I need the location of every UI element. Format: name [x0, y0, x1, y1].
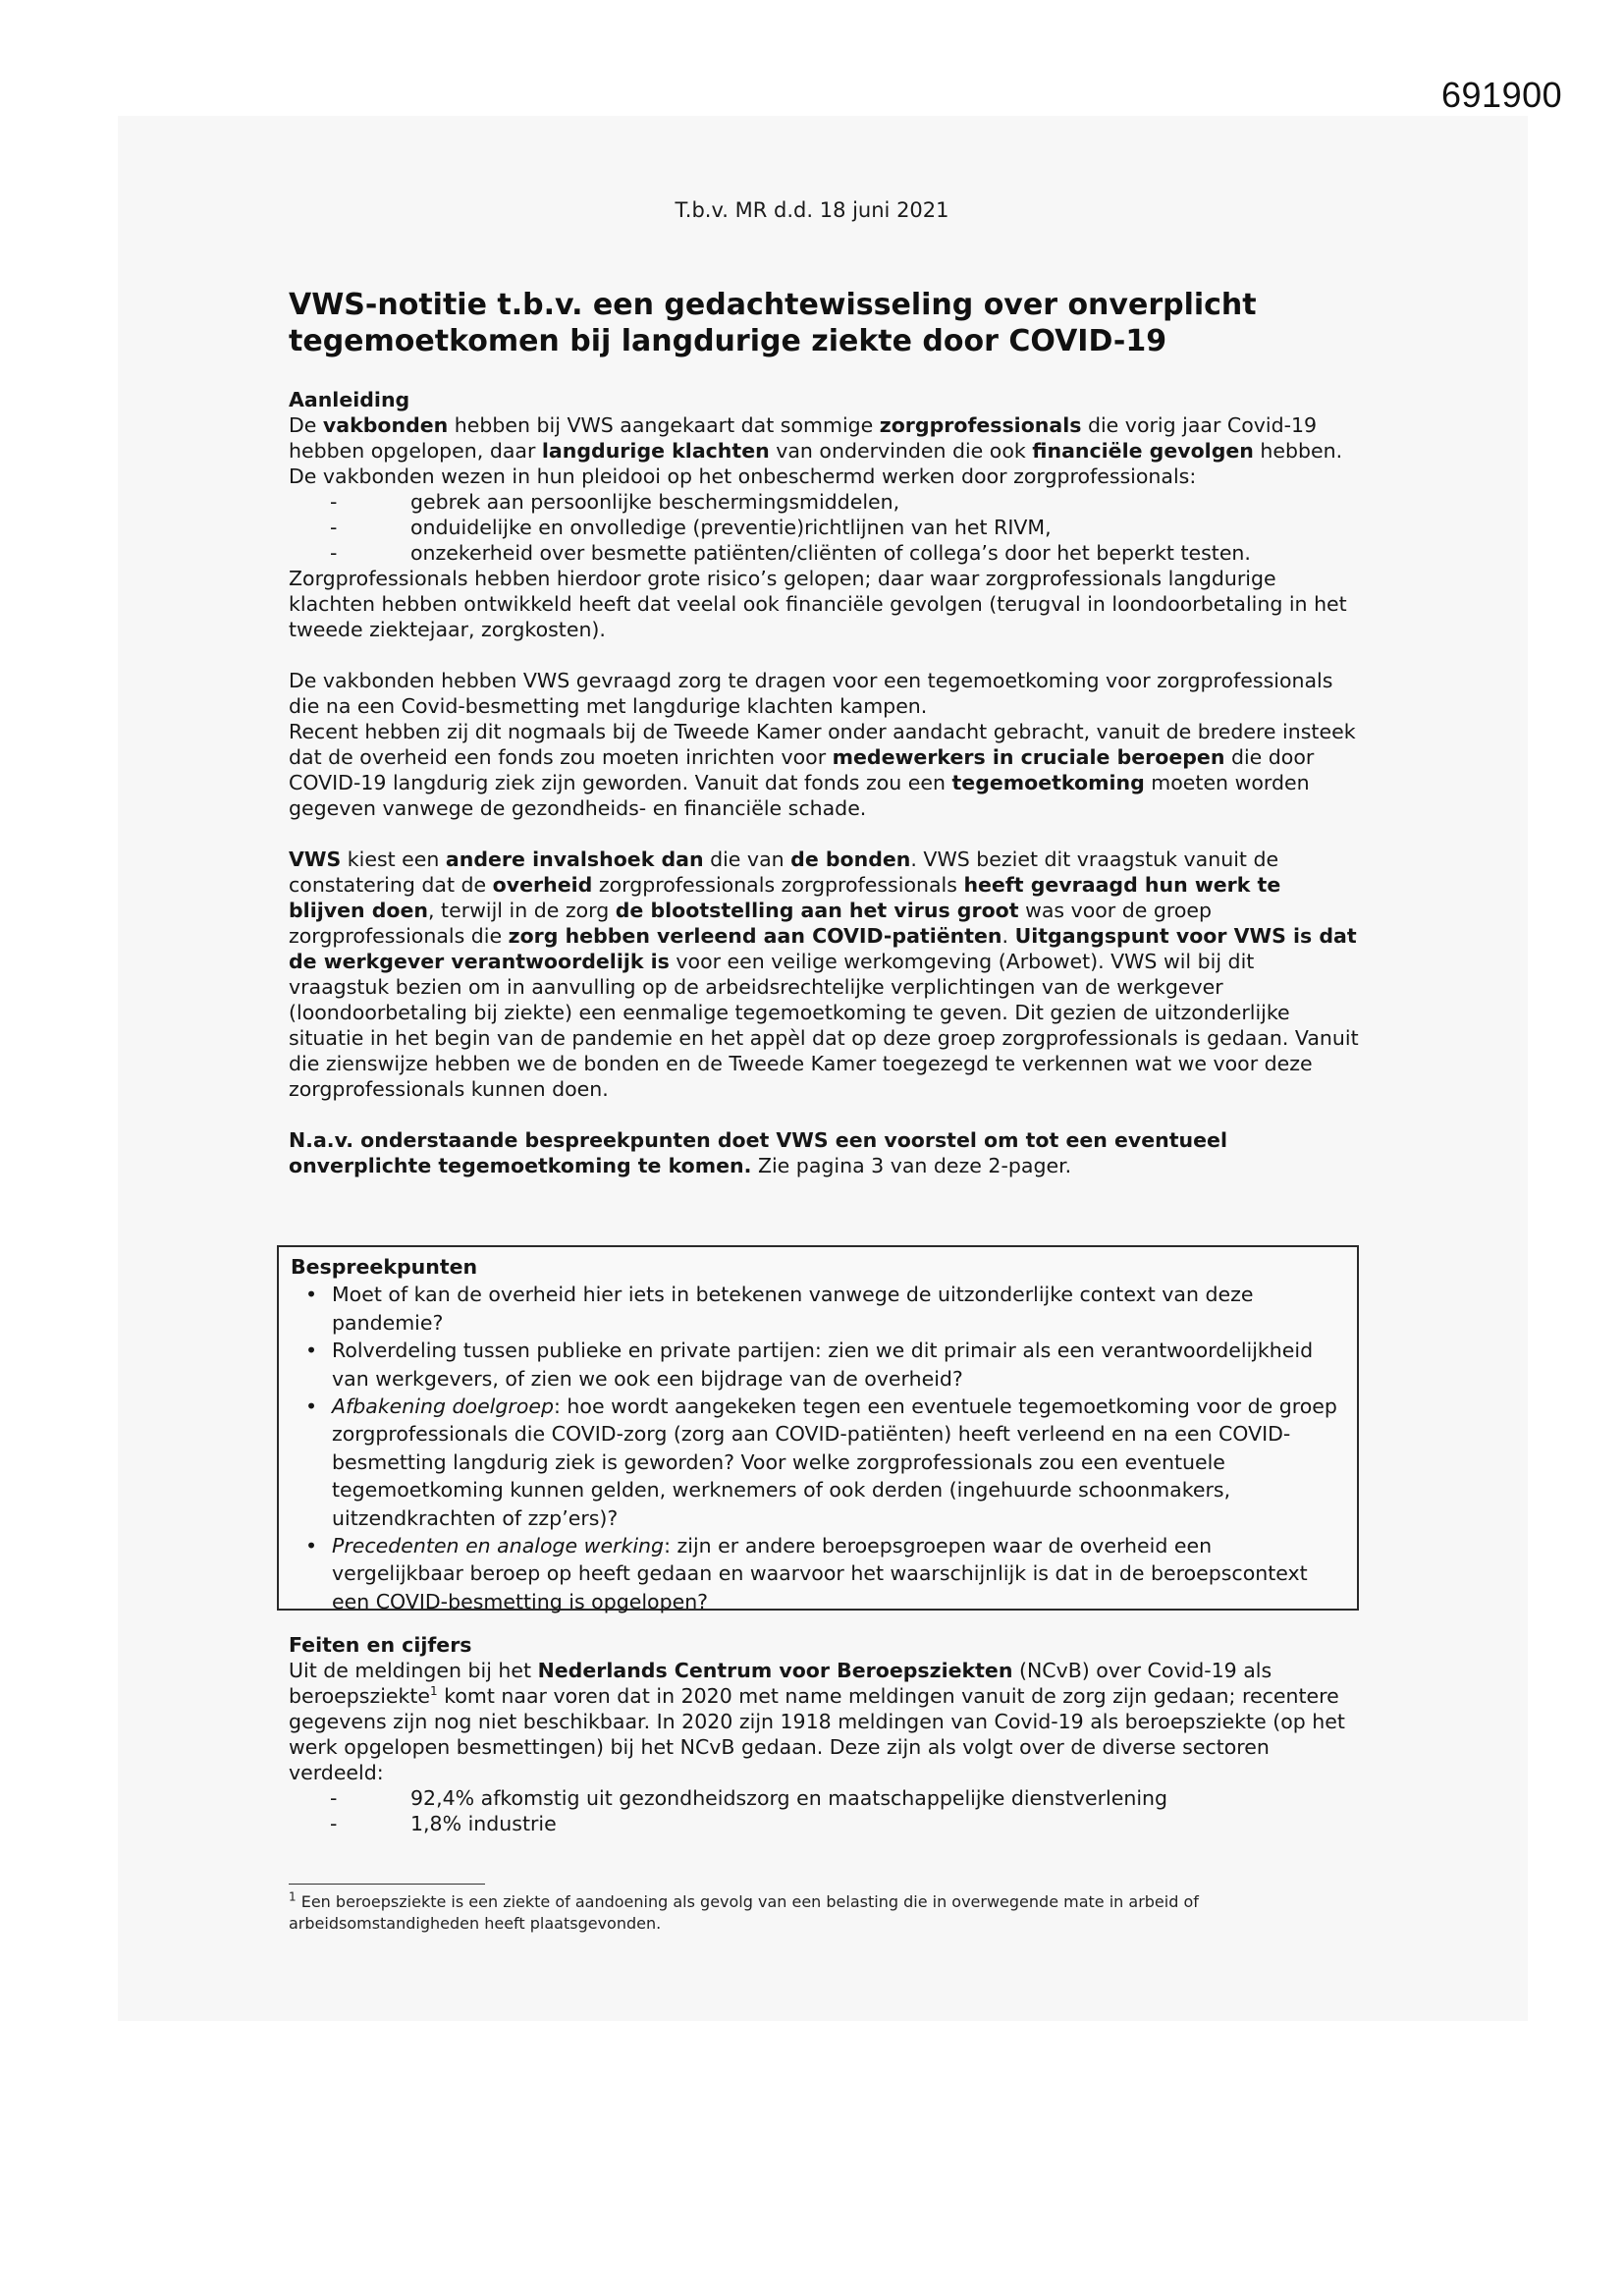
body-text: De	[289, 413, 323, 437]
bespreekpunt-text: Precedenten en analoge werking: zijn er andere beroepsgroepen waar de overheid een vergelijkbaar beroep op heeft gedaan en waarvoor het waarschijnlijk is dat in de beroepscontext een COVID-besmetting is opgelopen?	[332, 1534, 1308, 1613]
dash-item-text: onzekerheid over besmette patiënten/cliënten of collega’s door het beperkt testen.	[410, 541, 1251, 565]
dash-marker: -	[330, 1812, 338, 1835]
bespreekpunt-item	[291, 1337, 1347, 1393]
aanleiding-after-list: Zorgprofessionals hebben hierdoor grote risico’s gelopen; daar waar zorgprofessionals langdurige klachten hebben ontwikkeld heeft dat veelal ook financiële gevolgen (terugval in loondoorbetaling in het tweede ziektejaar, zorgkosten).	[289, 567, 1347, 641]
body-text: Recent hebben zij dit nogmaals bij de Tweede Kamer onder aandacht gebracht, vanuit de bredere insteek dat de overheid een fonds zou moeten inrichten voor	[289, 720, 1356, 769]
emphasis-text: financiële gevolgen	[1032, 439, 1254, 463]
dash-marker: -	[330, 1786, 338, 1810]
dash-item-text: 1,8% industrie	[410, 1812, 557, 1835]
aanleiding-intro	[289, 412, 1361, 489]
dash-list-item	[289, 489, 1361, 515]
body-text: . VWS beziet dit vraagstuk vanuit de constatering dat de	[289, 847, 1279, 897]
aanleiding-paragraph-3	[289, 847, 1361, 1102]
dash-item-text: onduidelijke en onvolledige (preventie)richtlijnen van het RIVM,	[410, 516, 1052, 539]
body-text: voor een veilige werkomgeving (Arbowet). VWS wil bij dit vraagstuk bezien om in aanvulling op de arbeidsrechtelijke verplichtingen van de werkgever (loondoorbetaling bij ziekte) een eenmalige tegemoetkoming te geven. Dit gezien de uitzonderlijke situatie in het begin van de pandemie en het appèl dat op deze groep zorgprofessionals is gedaan. Vanuit die zienswijze hebben we de bonden en de Tweede Kamer toegezegd te verkennen wat we voor deze zorgprofessionals kunnen doen.	[289, 950, 1359, 1101]
emphasis-text: overheid	[492, 873, 593, 897]
document-number: 691900	[1441, 75, 1563, 115]
bespreekpunten-heading: Bespreekpunten	[291, 1255, 478, 1279]
emphasis-text: N.a.v. onderstaande bespreekpunten doet VWS een voorstel om tot een eventueel onverplichte tegemoetkoming te komen.	[289, 1128, 1227, 1177]
emphasis-text: de blootstelling aan het virus groot	[615, 899, 1019, 922]
footnote-reference: 1	[430, 1684, 438, 1699]
aanleiding-heading: Aanleiding	[289, 388, 410, 411]
bespreekpunt-text: Rolverdeling tussen publieke en private partijen: zien we dit primair als een verantwoordelijkheid van werkgevers, of zien we ook een bijdrage van de overheid?	[332, 1339, 1314, 1391]
feiten-paragraph: Uit de meldingen bij het Nederlands Centrum voor Beroepsziekten (NCvB) over Covid-19 als beroepsziekte$^1$ komt naar voren dat in 2020 met name meldingen vanuit de zorg zijn gedaan; recentere gegevens zijn nog niet beschikbaar. In 2020 zijn 1918 meldingen van Covid-19 als beroepsziekte (op het werk opgelopen besmettingen) bij het NCvB gedaan. Deze zijn als volgt over de diverse sectoren verdeeld:	[289, 1659, 1345, 1784]
bespreekpunt-text: Afbakening doelgroep: hoe wordt aangekeken tegen een eventuele tegemoetkoming voor de groep zorgprofessionals die COVID-zorg (zorg aan COVID-patiënten) heeft verleend en na een COVID-besmetting langdurig ziek is geworden? Voor welke zorgprofessionals zou een eventuele tegemoetkoming kunnen gelden, werknemers of ook derden (ingehuurde schoonmakers, uitzendkrachten of zzp’ers)?	[332, 1394, 1337, 1530]
bespreekpunten-list	[291, 1281, 1347, 1615]
feiten-dash-list	[289, 1785, 1361, 1836]
body-text: die door COVID-19 langdurig ziek zijn geworden. Vanuit dat fonds zou een	[289, 745, 1315, 794]
document-title	[289, 287, 1361, 359]
bespreekpunt-item	[291, 1393, 1347, 1532]
emphasis-text: de bonden	[790, 847, 911, 871]
emphasis-text: zorgprofessionals	[879, 413, 1082, 437]
body-text: van ondervinden die ook	[769, 439, 1033, 463]
title-line-1: VWS-notitie t.b.v. een gedachtewisseling over onverplicht	[289, 288, 1257, 322]
bespreekpunten-box	[277, 1245, 1359, 1611]
aanleiding-paragraph-4	[289, 1127, 1361, 1178]
emphasis-text: medewerkers in cruciale beroepen	[832, 745, 1225, 769]
body-text: zorgprofessionals zorgprofessionals	[592, 873, 964, 897]
dash-marker: -	[330, 490, 338, 514]
aanleiding-dash-list	[289, 489, 1361, 566]
body-text: moeten worden gegeven vanwege de gezondheids- en financiële schade.	[289, 771, 1310, 820]
body-text: kiest een	[341, 847, 446, 871]
dash-marker: -	[330, 541, 338, 565]
emphasis-text: heeft gevraagd hun werk te blijven doen	[289, 873, 1281, 922]
dash-marker: -	[330, 516, 338, 539]
bullet-marker: •	[304, 1339, 318, 1363]
bespreekpunt-item	[291, 1532, 1347, 1615]
feiten-heading: Feiten en cijfers	[289, 1633, 472, 1657]
dash-item-text: gebrek aan persoonlijke beschermingsmiddelen,	[410, 490, 900, 514]
bullet-marker: •	[304, 1534, 318, 1558]
emphasis-text: VWS	[289, 847, 342, 871]
dash-list-item	[289, 515, 1361, 540]
emphasis-text: vakbonden	[322, 413, 449, 437]
bespreekpunt-text: Moet of kan de overheid hier iets in betekenen vanwege de uitzonderlijke context van deze pandemie?	[332, 1283, 1254, 1335]
dash-item-text: 92,4% afkomstig uit gezondheidszorg en maatschappelijke dienstverlening	[410, 1786, 1168, 1810]
emphasis-text: langdurige klachten	[541, 439, 770, 463]
aanleiding-section	[289, 387, 1361, 1178]
footnote-separator	[289, 1884, 485, 1885]
bullet-marker: •	[304, 1394, 318, 1419]
dash-list-item	[289, 1785, 1361, 1811]
emphasis-text: Uitgangspunt voor VWS is dat de werkgever verantwoordelijk is	[289, 924, 1357, 973]
body-text: Zie pagina 3 van deze 2-pager.	[751, 1154, 1072, 1177]
body-text: De vakbonden hebben VWS gevraagd zorg te dragen voor een tegemoetkoming voor zorgprofessionals die na een Covid-besmetting met langdurige klachten kampen.	[289, 669, 1333, 718]
body-text: was voor de groep zorgprofessionals die	[289, 899, 1213, 948]
bullet-marker: •	[304, 1283, 318, 1307]
body-text: die van	[703, 847, 791, 871]
emphasis-text: andere invalshoek dan	[445, 847, 704, 871]
body-text: die vorig jaar Covid-19 hebben opgelopen, daar	[289, 413, 1318, 463]
body-text: .	[1001, 924, 1015, 948]
body-text: hebben bij VWS aangekaart dat sommige	[448, 413, 880, 437]
body-text: , terwijl in de zorg	[428, 899, 616, 922]
meeting-reference: T.b.v. MR d.d. 18 juni 2021	[675, 198, 949, 222]
body-text: hebben. De vakbonden wezen in hun pleidooi op het onbeschermd werken door zorgprofessionals:	[289, 439, 1343, 488]
title-line-2: tegemoetkomen bij langdurige ziekte door COVID-19	[289, 324, 1167, 358]
bespreekpunt-item	[291, 1281, 1347, 1337]
emphasis-text: tegemoetkoming	[951, 771, 1145, 794]
footnote: $^1$ Een beroepsziekte is een ziekte of aandoening als gevolg van een belasting die in overwegende mate in arbeid of arbeidsomstandigheden heeft plaatsgevonden.	[289, 1889, 1199, 1933]
feiten-section	[289, 1632, 1361, 1836]
dash-list-item	[289, 1811, 1361, 1836]
emphasis-text: zorg hebben verleend aan COVID-patiënten	[508, 924, 1002, 948]
dash-list-item	[289, 540, 1361, 566]
aanleiding-paragraph-2	[289, 668, 1361, 821]
